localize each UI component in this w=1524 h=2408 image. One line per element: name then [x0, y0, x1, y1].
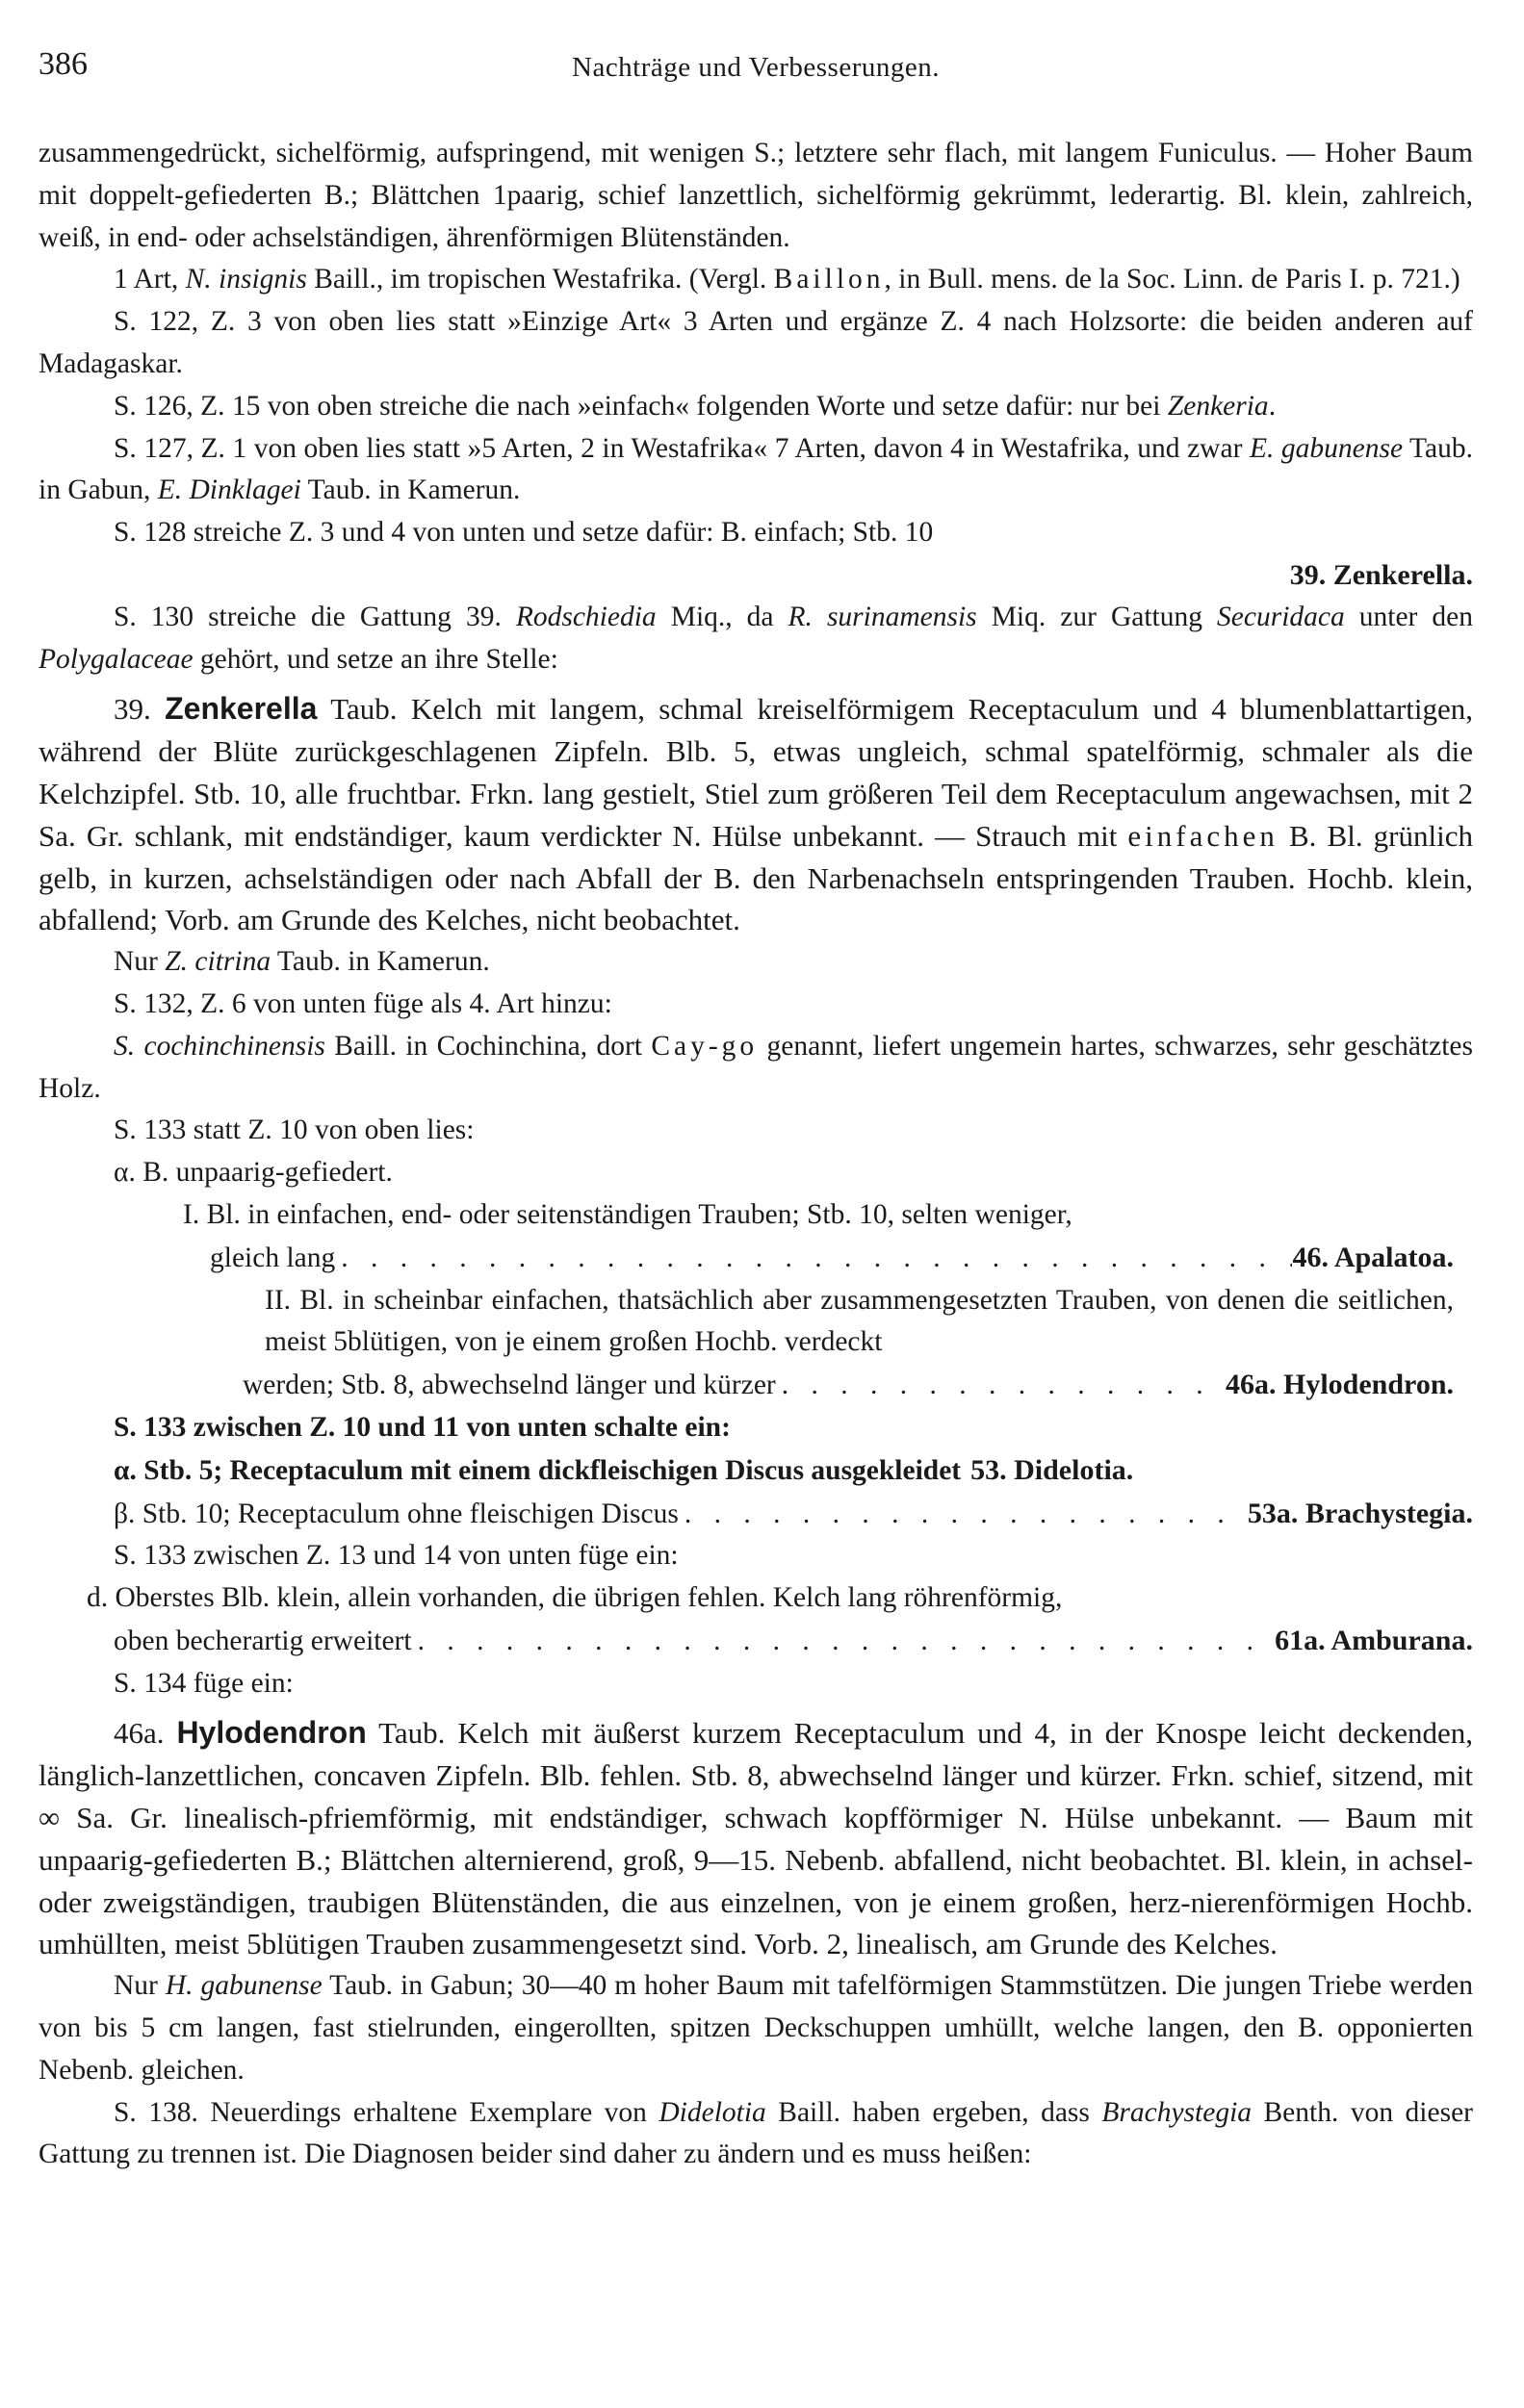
vernacular-name: Cay-go	[651, 1030, 759, 1062]
text: , in Bull. mens. de la Soc. Linn. de Paris I. p. 721.)	[884, 264, 1460, 295]
key-d-result	[39, 1620, 1473, 1663]
correction-p132: S. 132, Z. 6 von unten füge als 4. Art hinzu:	[114, 987, 612, 1019]
page-header	[39, 46, 1473, 94]
page-number: 386	[39, 46, 88, 82]
leader-dots	[679, 1494, 1248, 1536]
correction-p122: S. 122, Z. 3 von oben lies statt »Einzige Art« 3 Arten und ergänze Z. 4 nach Holzsorte: die beiden anderen auf Madagaskar.	[39, 306, 1473, 379]
key-item-i-result	[39, 1237, 1473, 1280]
key-item-i: I. Bl. in einfachen, end- oder seitenständigen Trauben; Stb. 10, selten weniger,	[183, 1198, 1072, 1230]
correction-p127	[39, 428, 1473, 513]
genus-zenkerella-description	[39, 688, 1473, 941]
text: Miq., da	[656, 601, 788, 632]
spaced-term: einfachen	[1127, 818, 1279, 853]
species-name: Z. citrina	[165, 946, 271, 978]
correction-p126	[39, 386, 1473, 428]
key-alpha-row	[39, 1449, 1473, 1493]
key-block-3	[39, 1577, 1473, 1663]
family-name: Polygalaceae	[39, 643, 194, 675]
correction-p128: S. 128 streiche Z. 3 und 4 von unten und setze dafür: B. einfach; Stb. 10	[114, 517, 934, 549]
paragraph-continuation: zusammengedrückt, sichelförmig, aufspringend, mit wenigen S.; letztere sehr flach, mit langem Funiculus. — Hoher Baum mit doppelt-gefiederten B.; Blättchen 1paarig, schief lanzettlich, sichelförmig gekrümmt, lederartig. Bl. klein, zahlreich, weiß, in end- oder achselständigen, ährenförmigen Blütenständen.	[39, 138, 1473, 253]
genus-heading: Zenkerella	[165, 691, 318, 727]
text: Nur	[114, 1970, 166, 2002]
text: Benth. von dieser Gattung zu trennen ist. Die Diagnosen beider sind daher zu ändern und es muss heißen:	[39, 2096, 1473, 2170]
text: .	[1268, 390, 1277, 422]
key-result: 61a. Amburana.	[1275, 1624, 1473, 1656]
text: S. 126, Z. 15 von oben streiche die nach »einfach« folgenden Worte und setze dafür: nur bei	[114, 390, 1168, 422]
key-alpha: α. B. unpaarig-gefiedert.	[114, 1157, 393, 1189]
text: werden; Stb. 8, abwechselnd länger und kürzer	[243, 1370, 776, 1401]
key-result: 46. Apalatoa.	[1292, 1241, 1454, 1273]
species-name: S. cochinchinensis	[114, 1030, 325, 1062]
correction-p134: S. 134 füge ein:	[114, 1667, 294, 1699]
text: gleich lang	[210, 1242, 336, 1273]
text: Baill., im tropischen Westafrika. (Vergl.	[306, 264, 774, 295]
genus-hylodendron-description	[39, 1712, 1473, 1965]
text: Baill. haben ergeben, dass	[765, 2096, 1102, 2128]
text: α. Stb. 5; Receptaculum mit einem dickfleischigen Discus ausgekleidet	[114, 1454, 962, 1486]
correction-p133-c: S. 133 zwischen Z. 13 und 14 von unten füge ein:	[114, 1540, 679, 1572]
text: 1 Art,	[114, 264, 186, 295]
genus-result: 39. Zenkerella.	[1289, 558, 1473, 591]
text: S. 130 streiche die Gattung 39.	[114, 601, 516, 632]
text: unter den	[1344, 601, 1473, 632]
text: S. 127, Z. 1 von oben lies statt »5 Arten, 2 in Westafrika« 7 Arten, davon 4 in Westafrika, und zwar	[114, 432, 1250, 464]
leader-dots	[335, 1238, 1292, 1280]
genus-name: Rodschiedia	[515, 601, 657, 632]
hylodendron-species	[39, 1965, 1473, 2091]
key-block-2	[39, 1449, 1473, 1536]
running-title: Nachträge und Verbesserungen.	[572, 52, 940, 83]
species-addition	[39, 1026, 1473, 1111]
genus-name: Didelotia	[659, 2096, 766, 2128]
text: Miq. zur Gattung	[976, 601, 1218, 632]
text: Nur	[114, 946, 166, 978]
key-beta-row	[39, 1493, 1473, 1536]
genus-name: Zenkeria	[1167, 390, 1269, 422]
correction-p133-b: S. 133 zwischen Z. 10 und 11 von unten schalte ein:	[114, 1411, 731, 1443]
author-name: Baillon	[773, 264, 885, 295]
species-name: R. surinamensis	[788, 601, 977, 632]
correction-p133-a: S. 133 statt Z. 10 von oben lies:	[114, 1114, 475, 1146]
key-item-ii-result	[39, 1364, 1473, 1407]
key-item-ii: II. Bl. in scheinbar einfachen, thatsächlich aber zusammengesetzten Trauben, von denen die seitlichen, meist 5blütigen, von je einem großen Hochb. verdeckt	[265, 1284, 1454, 1358]
text: gehört, und setze an ihre Stelle:	[193, 643, 558, 675]
species-name: E. Dinklagei	[157, 474, 301, 506]
key-block-1	[39, 1152, 1473, 1407]
text: genannt, liefert ungemein hartes, schwarzes, sehr geschätztes Holz.	[39, 1030, 1473, 1104]
genus-heading: Hylodendron	[176, 1715, 367, 1751]
text: Kelch mit langem, schmal kreiselförmigem Receptaculum und 4 blumenblattartigen, während der Blüte zurückgeschlagenen Zipfeln. Blb. 5, etwas ungleich, schmal spatelförmig, schmaler als die Kelchzipfel. Stb. 10, alle fruchtbar. Frkn. lang gestielt, Stiel zum größeren Teil dem Receptaculum angewachsen, mit 2 Sa. Gr. schlank, mit endständiger, kaum verdickter N. Hülse unbekannt. — Strauch mit	[39, 692, 1473, 853]
paragraph-species-note	[39, 259, 1473, 301]
author: Taub.	[317, 692, 398, 727]
text: β. Stb. 10; Receptaculum ohne fleischigen Discus	[114, 1498, 679, 1529]
text: Taub. in Gabun; 30—40 m hoher Baum mit tafelförmigen Stammstützen. Die jungen Triebe werden von bis 5 cm langen, fast stielrunden, eingerollten, spitzen Deckschuppen umhüllt, welche langen, den B. opponierten Nebenb. gleichen.	[39, 1970, 1474, 2086]
text: Taub. in Kamerun.	[300, 474, 521, 506]
species-name: H. gabunense	[165, 1970, 323, 2002]
genus-number: 46a.	[114, 1716, 177, 1751]
text: Taub. in Gabun,	[39, 432, 1473, 506]
genus-number: 39.	[114, 692, 166, 727]
leader-dots	[776, 1365, 1226, 1407]
leader-dots	[412, 1621, 1276, 1663]
text: S. 138. Neuerdings erhaltene Exemplare von	[114, 2096, 659, 2128]
key-result: 53. Didelotia.	[970, 1453, 1134, 1486]
zenkerella-species	[39, 941, 1473, 984]
text: Taub. in Kamerun.	[271, 946, 490, 978]
species-name: insignis	[219, 264, 307, 295]
genus-name: Brachystegia	[1101, 2096, 1253, 2128]
text: oben becherartig erweitert	[114, 1625, 412, 1656]
author: Taub.	[366, 1716, 446, 1751]
species-name: E. gabunense	[1249, 432, 1404, 464]
key-d: d. Oberstes Blb. klein, allein vorhanden, die übrigen fehlen. Kelch lang röhrenförmig,	[87, 1582, 1063, 1614]
genus-name: Securidaca	[1217, 601, 1345, 632]
text: Kelch mit äußerst kurzem Receptaculum und 4, in der Knospe leicht deckenden, länglich-lanzettlichen, concaven Zipfeln. Blb. fehlen. Stb. 8, abwechselnd länger und kürzer. Frkn. schief, sitzend, mit ∞ Sa. Gr. linealisch-pfriemförmig, mit endständiger, schwach kopfförmiger N. Hülse unbekannt. — Baum mit unpaarig-gefiederten B.; Blättchen alternierend, groß, 9—15. Nebenb. abfallend, nicht beobachtet. Bl. klein, in achsel- oder zweigständigen, traubigen Blütenständen, die aus einzelnen, von je einem großen, herz-nierenförmigen Hochb. umhüllten, meist 5blütigen Trauben zusammengesetzt sind. Vorb. 2, linealisch, am Grunde des Kelches.	[39, 1716, 1473, 1961]
genus-abbrev: N.	[185, 264, 220, 295]
correction-p130	[39, 597, 1473, 681]
text: Baill. in Cochinchina, dort	[324, 1030, 652, 1062]
page-body	[39, 133, 1473, 2176]
key-result: 46a. Hylodendron.	[1226, 1369, 1454, 1401]
key-result: 53a. Brachystegia.	[1247, 1497, 1473, 1529]
correction-p138	[39, 2092, 1473, 2177]
text: B. Bl. grünlich gelb, in kurzen, achselständigen oder nach Abfall der B. den Narbenachseln entspringenden Trauben. Hochb. klein, abfallend; Vorb. am Grunde des Kelches, nicht beobachtet.	[39, 818, 1473, 937]
